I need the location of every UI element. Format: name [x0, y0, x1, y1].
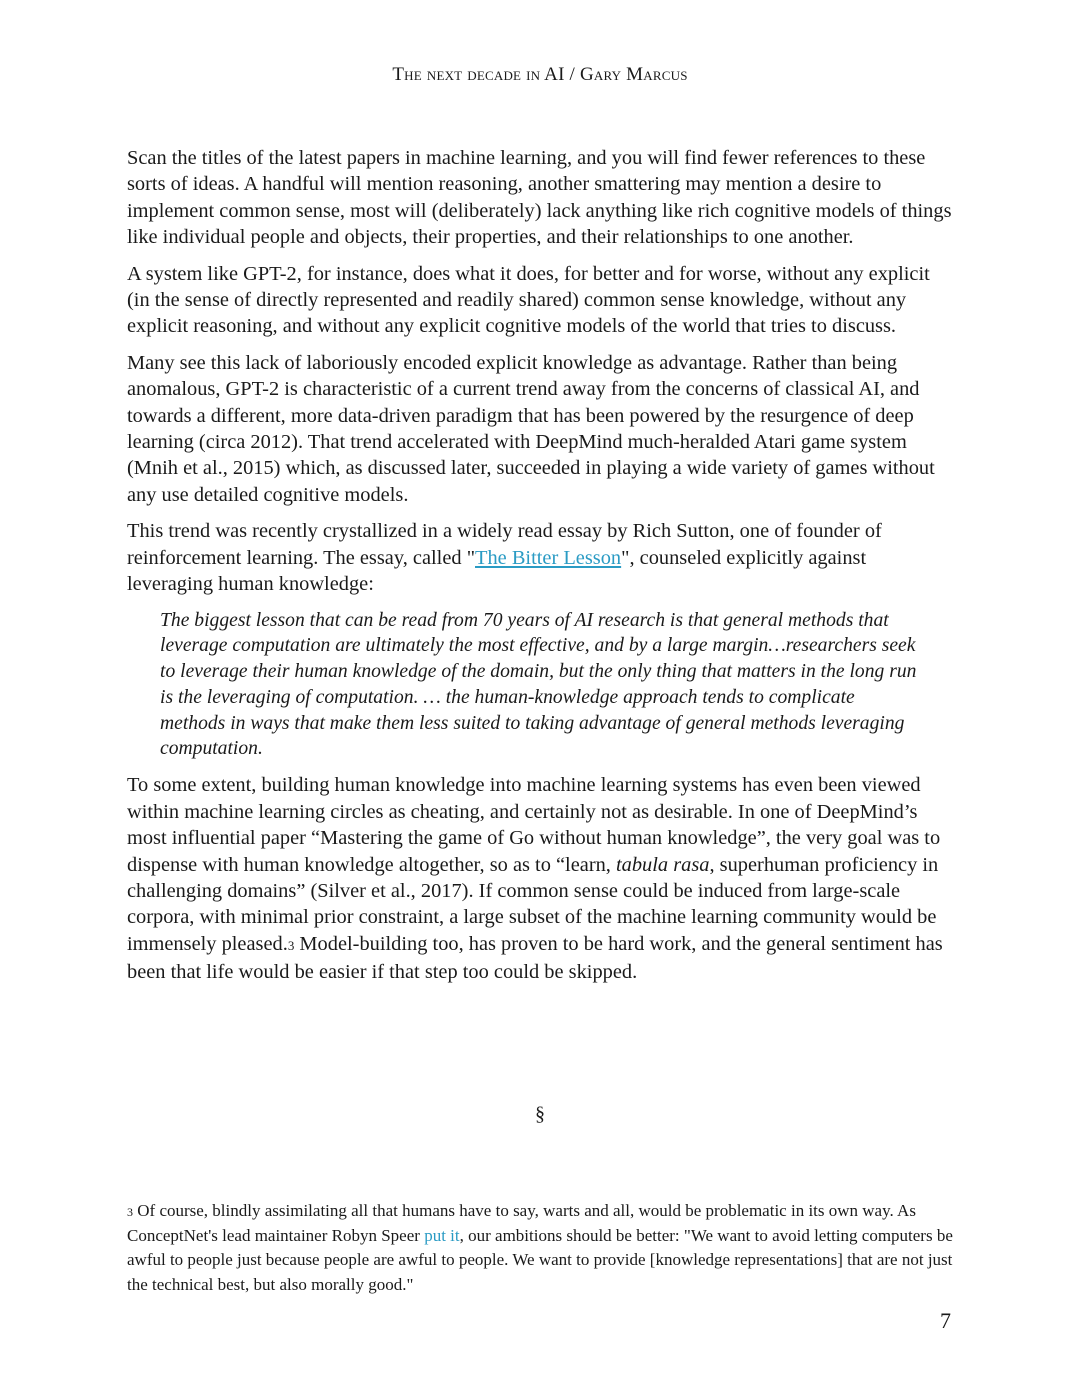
- footnote-reference[interactable]: 3: [287, 937, 295, 953]
- paragraph-5-text-2: , superhuman proficiency in challenging domains” (Silver et al., 2017). If common sense could be induced from large-scale corpora, with minimal prior constraint, a large subset of the machine learning community would be immensely pleased.: [127, 853, 939, 955]
- footnote: [127, 1199, 957, 1297]
- bitter-lesson-link[interactable]: The Bitter Lesson: [475, 546, 622, 569]
- main-content: [127, 145, 957, 996]
- paragraph-2: A system like GPT-2, for instance, does what it does, for better and for worse, without any explicit (in the sense of directly represented and readily shared) common sense knowledge, without any explicit reasoning, and without any explicit cognitive models of the world that tries to discuss.: [127, 262, 930, 338]
- footnote-text-before: Of course, blindly assimilating all that humans have to say, warts and all, would be problematic in its own way. As ConceptNet's lead maintainer Robyn Speer: [127, 1201, 916, 1246]
- paragraph-4-text-after: ", counseled explicitly against leveraging human knowledge:: [127, 546, 867, 596]
- tabula-rasa-italic: tabula rasa: [616, 853, 710, 876]
- put-it-link[interactable]: put it: [424, 1226, 460, 1246]
- paragraph-5-text-1: To some extent, building human knowledge into machine learning systems has even been viewed within machine learning circles as cheating, and certainly not as desirable. In one of DeepMind’s most influential paper “Mastering the game of Go without human knowledge”, the very goal was to dispense with human knowledge altogether, so as to “learn,: [127, 774, 941, 876]
- footnote-number: 3: [127, 1205, 133, 1219]
- paragraph-5: [127, 772, 957, 985]
- paragraph-3: Many see this lack of laboriously encoded explicit knowledge as advantage. Rather than being anomalous, GPT-2 is characteristic of a current trend away from the concerns of classical AI, and towards a different, more data-driven paradigm that has been powered by the resurgence of deep learning (circa 2012). That trend accelerated with DeepMind much-heralded Atari game system (Mnih et al., 2015) which, as discussed later, succeeded in playing a wide variety of games without any use detailed cognitive models.: [127, 351, 935, 506]
- paragraph-4: [127, 518, 957, 597]
- paragraph-4-text-before: This trend was recently crystallized in a widely read essay by Rich Sutton, one of founder of reinforcement learning. The essay, called ": [127, 520, 882, 569]
- section-mark: §: [535, 1103, 545, 1125]
- block-quote: The biggest lesson that can be read from 70 years of AI research is that general methods that leverage computation are ultimately the most effective, and by a large margin…researchers seek to leverage their human knowledge of the domain, but the only thing that matters in the long run is the leveraging of computation. … the human-knowledge approach tends to complicate methods in ways that make them less suited to taking advantage of general methods leveraging computation.: [160, 609, 917, 760]
- paragraph-1: Scan the titles of the latest papers in machine learning, and you will find fewer references to these sorts of ideas. A handful will mention reasoning, another smattering may mention a desire to implement common sense, most will (deliberately) lack anything like rich cognitive models of things like individual people and objects, their properties, and their relationships to one another.: [127, 147, 952, 249]
- page-number: 7: [940, 1308, 951, 1333]
- footnote-text-after: , our ambitions should be better: "We want to avoid letting computers be awful to people just because people are awful to people. We want to provide [knowledge representations] that are not just the technical best, but also morally good.": [127, 1226, 953, 1294]
- running-header: The next decade in AI / Gary Marcus: [392, 64, 688, 85]
- paragraph-5-text-3: Model-building too, has proven to be hard work, and the general sentiment has been that life would be easier if that step too could be skipped.: [127, 932, 943, 984]
